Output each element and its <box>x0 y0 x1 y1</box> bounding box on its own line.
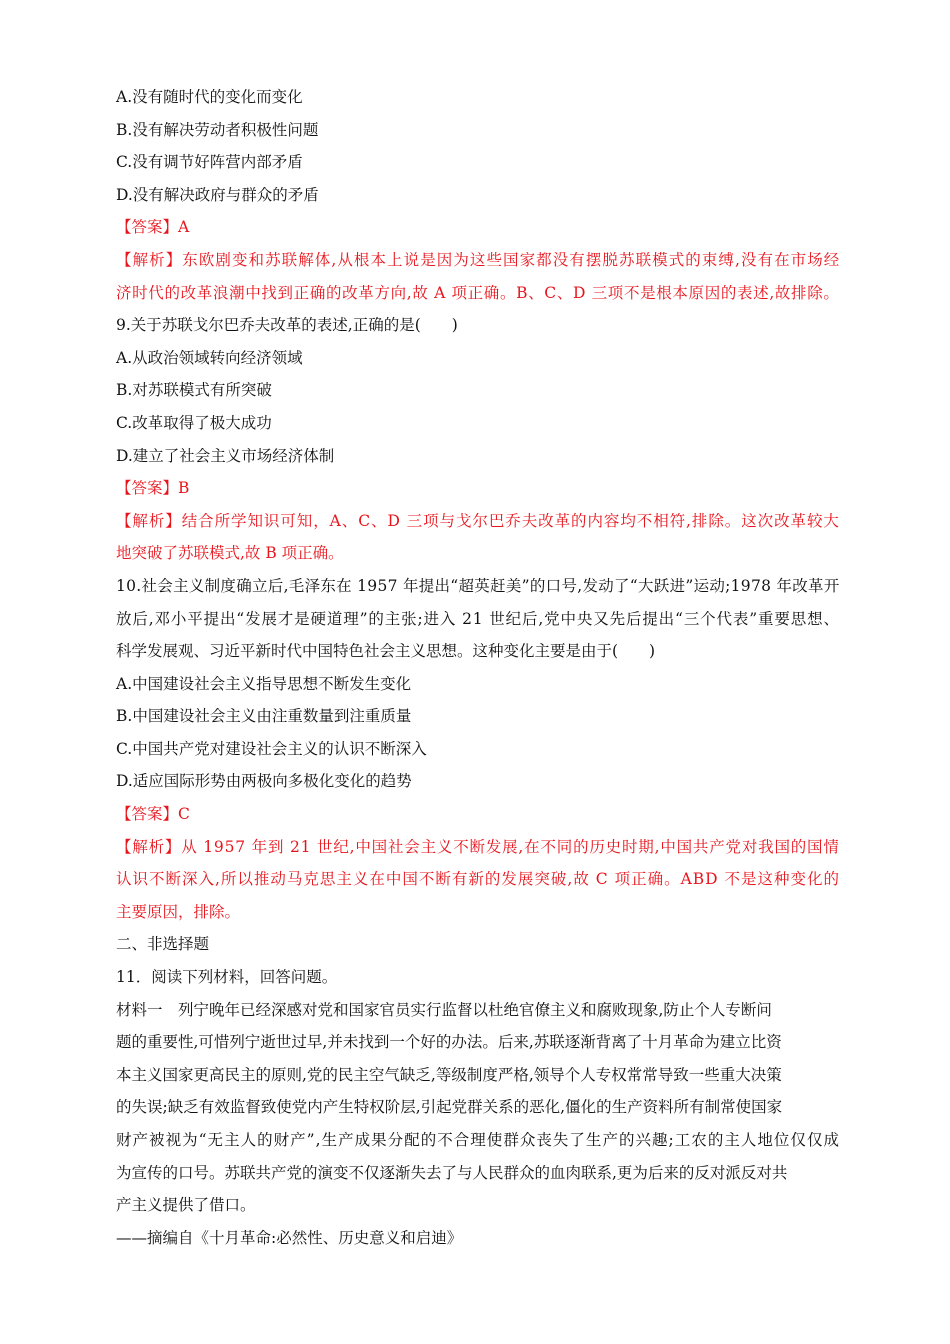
q8-option-c: C.没有调节好阵营内部矛盾 <box>116 153 303 172</box>
q11-material-line-4: 的失误;缺乏有效监督致使党内产生特权阶层,引起党群关系的恶化,僵化的生产资料所有制常使国家 <box>116 1098 783 1117</box>
q10-analysis-line-2: 认识不断深入,所以推动马克思主义在中国不断有新的发展突破,故 C 项正确。ABD 不是这种变化的 <box>116 870 841 889</box>
document-body <box>116 81 840 1254</box>
q10-option-b: B.中国建设社会主义由注重数量到注重质量 <box>116 707 412 726</box>
q10-answer: 【答案】C <box>116 805 190 824</box>
q11-material-line-2: 题的重要性,可惜列宁逝世过早,并未找到一个好的办法。后来,苏联逐渐背离了十月革命为建立比资 <box>116 1033 782 1052</box>
q8-option-b: B.没有解决劳动者积极性问题 <box>116 120 319 139</box>
q10-option-c: C.中国共产党对建设社会主义的认识不断深入 <box>116 739 427 758</box>
q11-stem: 11．阅读下列材料，回答问题。 <box>116 968 338 987</box>
q10-analysis-line-3: 主要原因，排除。 <box>116 902 241 921</box>
q9-option-b: B.对苏联模式有所突破 <box>116 381 272 400</box>
q10-stem-line-3: 科学发展观、习近平新时代中国特色社会主义思想。这种变化主要是由于( ) <box>116 642 656 661</box>
q8-answer: 【答案】A <box>116 218 190 237</box>
q10-analysis-line-1: 【解析】从 1957 年到 21 世纪,中国社会主义不断发展,在不同的历史时期,中国共产党对我国的国情 <box>116 837 840 856</box>
q9-option-d: D.建立了社会主义市场经济体制 <box>116 446 335 465</box>
q11-material-line-1: 材料一 列宁晚年已经深感对党和国家官员实行监督以杜绝官僚主义和腐败现象,防止个人专断问 <box>116 1000 772 1019</box>
q9-analysis-line-2: 地突破了苏联模式,故 B 项正确。 <box>116 544 344 563</box>
q8-analysis-line-1: 【解析】东欧剧变和苏联解体,从根本上说是因为这些国家都没有摆脱苏联模式的束缚,没有在市场经 <box>116 250 841 269</box>
q8-option-d: D.没有解决政府与群众的矛盾 <box>116 185 319 204</box>
q8-option-a: A.没有随时代的变化而变化 <box>116 88 303 106</box>
q10-option-a: A.中国建设社会主义指导思想不断发生变化 <box>116 674 412 693</box>
q8-analysis-line-2: 济时代的改革浪潮中找到正确的改革方向,故 A 项正确。B、C、D 三项不是根本原因的表述,故排除。 <box>116 283 840 302</box>
q11-material-line-5: 财产被视为“无主人的财产”,生产成果分配的不合理使群众丧失了生产的兴趣;工农的主人地位仅仅成 <box>116 1131 840 1149</box>
q11-material-line-6: 为宣传的口号。苏联共产党的演变不仅逐渐失去了与人民群众的血肉联系,更为后来的反对派反对共 <box>116 1163 788 1182</box>
q10-stem-line-1: 10.社会主义制度确立后,毛泽东在 1957 年提出“超英赶美”的口号,发动了“大跃进”运动;1978 年改革开 <box>116 576 840 595</box>
q9-stem: 9.关于苏联戈尔巴乔夫改革的表述,正确的是( ) <box>116 316 458 335</box>
q10-option-d: D.适应国际形势由两极向多极化变化的趋势 <box>116 772 412 791</box>
q11-material-line-7: 产主义提供了借口。 <box>116 1196 256 1215</box>
q11-source: ——摘编自《十月革命:必然性、历史意义和启迪》 <box>116 1228 463 1247</box>
q9-option-c: C.改革取得了极大成功 <box>116 413 272 432</box>
q9-answer: 【答案】B <box>116 479 190 498</box>
q10-stem-line-2: 放后,邓小平提出“发展才是硬道理”的主张;进入 21 世纪后,党中央又先后提出“三个代表”重要思想、 <box>116 609 840 628</box>
q11-material-line-3: 本主义国家更高民主的原则,党的民主空气缺乏,等级制度严格,领导个人专权常常导致一些重大决策 <box>116 1065 782 1084</box>
q9-analysis-line-1: 【解析】结合所学知识可知，A、C、D 三项与戈尔巴乔夫改革的内容均不相符,排除。这次改革较大 <box>116 511 840 530</box>
q9-option-a: A.从政治领域转向经济领域 <box>116 348 303 367</box>
section-heading: 二、非选择题 <box>116 935 210 954</box>
